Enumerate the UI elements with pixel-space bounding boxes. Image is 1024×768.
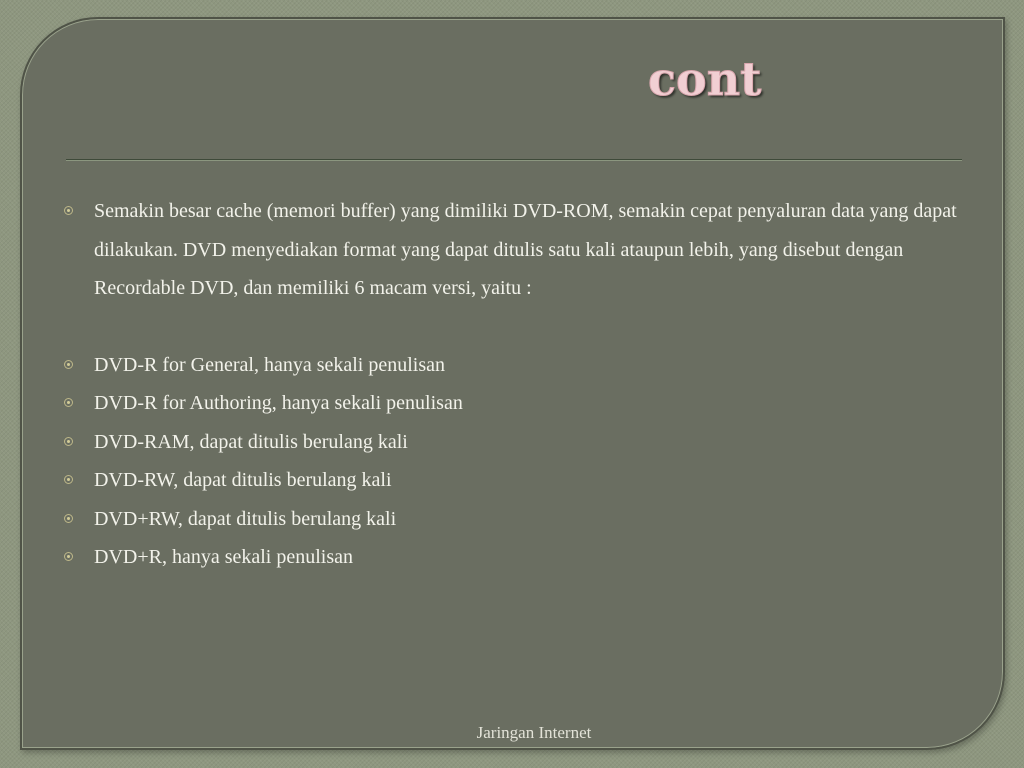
title-divider: [66, 159, 962, 161]
bullet-item-dvd-r-general: [58, 346, 958, 385]
bullet-item-dvd-plus-rw: [58, 500, 958, 539]
bullet-item-dvd-rw: [58, 461, 958, 500]
bullet-text: DVD+R, hanya sekali penulisan: [94, 546, 354, 568]
bullet-item-dvd-plus-r: [58, 538, 958, 577]
circle-bullet-icon: [64, 206, 73, 215]
bullet-text: DVD-R for Authoring, hanya sekali penulisan: [94, 392, 463, 414]
circle-bullet-icon: [64, 552, 73, 561]
bullet-text: Semakin besar cache (memori buffer) yang dimiliki DVD-ROM, semakin cepat penyaluran data yang dapat dilakukan. DVD menyediakan format yang dapat ditulis satu kali ataupun lebih, yang disebut dengan Recordable DVD, dan memiliki 6 macam versi, yaitu :: [94, 200, 957, 299]
bullet-item-dvd-r-authoring: [58, 384, 958, 423]
bullet-text: DVD+RW, dapat ditulis berulang kali: [94, 507, 397, 530]
bullet-item-intro: [58, 192, 958, 308]
circle-bullet-icon: [64, 475, 73, 484]
circle-bullet-icon: [64, 514, 73, 523]
circle-bullet-icon: [64, 398, 73, 407]
bullet-text: DVD-RAM, dapat ditulis berulang kali: [94, 430, 408, 453]
bullet-list: [58, 192, 958, 577]
bullet-text: DVD-RW, dapat ditulis berulang kali: [94, 469, 392, 491]
circle-bullet-icon: [64, 437, 73, 446]
slide-title: cont: [648, 52, 762, 106]
circle-bullet-icon: [64, 360, 73, 369]
bullet-item-dvd-ram: [58, 423, 958, 462]
slide-footer: Jaringan Internet: [476, 723, 592, 742]
bullet-text: DVD-R for General, hanya sekali penulisan: [94, 353, 445, 376]
